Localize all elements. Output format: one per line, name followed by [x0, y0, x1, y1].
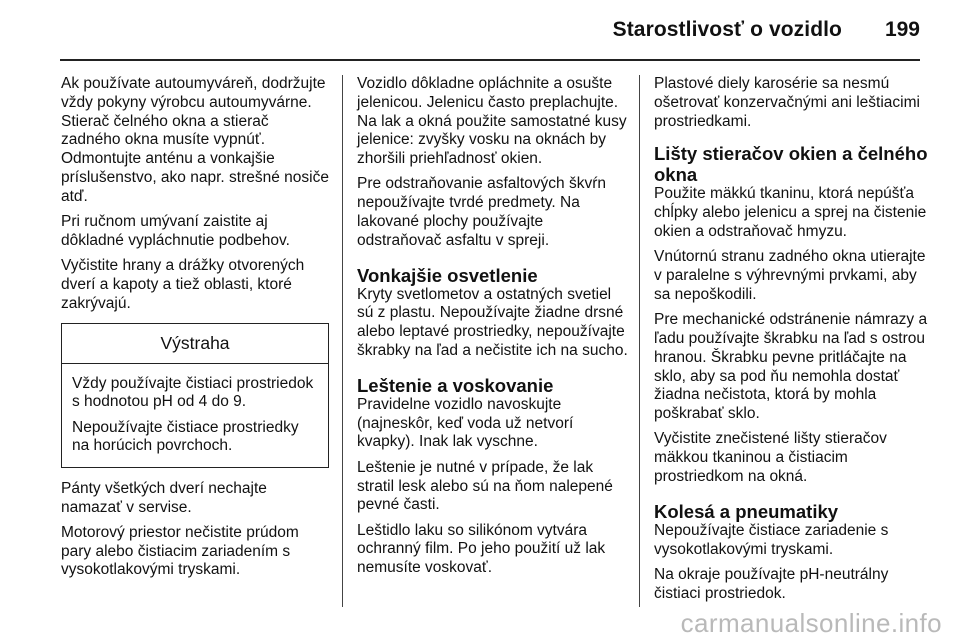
- column-2: [357, 75, 629, 585]
- paragraph: Leštenie je nutné v prípade, že lak stratil lesk alebo sú na ňom nalepené pevné časti.: [357, 458, 613, 514]
- section-title-exterior-lighting: Vonkajšie osvetlenie: [357, 264, 538, 286]
- warning-text: Vždy používajte čistiaci prostriedok s hodnotou pH od 4 do 9.: [72, 374, 314, 411]
- paragraph: Plastové diely karosérie sa nesmú ošetrovať konzervačnými ani leštiacimi prostriedkami.: [654, 75, 920, 130]
- paragraph: Leštidlo laku so silikónom vytvára ochranný film. Po jeho použití už lak nemusíte voskovať.: [357, 521, 606, 577]
- paragraph: Použite mäkkú tkaninu, ktorá nepúšťa chĺpky alebo jelenicu a sprej na čistenie okien a odstraňovač hmyzu.: [654, 185, 927, 240]
- warning-title: Výstraha: [62, 324, 328, 364]
- section-title-polishing-waxing: Leštenie a voskovanie: [357, 374, 554, 396]
- warning-text: Nepoužívajte čistiace prostriedky na horúcich povrchoch.: [72, 418, 299, 455]
- column-3: [654, 75, 930, 610]
- paragraph: Pre odstraňovanie asfaltových škvŕn nepoužívajte tvrdé predmety. Na lakované plochy používajte odstraňovač asfaltu v spreji.: [357, 175, 606, 249]
- paragraph: Pánty všetkých dverí nechajte namazať v servise.: [61, 479, 267, 516]
- paragraph: Pre mechanické odstránenie námrazy a ľadu používajte škrabku na ľad s ostrou hranou. Škrabku pevne pritláčajte na sklo, aby sa pod ňu nemohla dostať žiadna nečistota, ktorá by mohla poškrabať sklo.: [654, 311, 928, 423]
- header-divider: [60, 59, 920, 61]
- column-divider-1: [342, 75, 343, 607]
- paragraph: Kryty svetlometov a ostatných svetiel sú z plastu. Nepoužívajte žiadne drsné alebo leptavé prostriedky, nepoužívajte škrabky na ľad a nečistite ich na sucho.: [357, 285, 628, 360]
- paragraph: Ak používate autoumyváreň, dodržujte vždy pokyny výrobcu autoumyvárne. Stierač čelného okna a stierač zadného okna musíte vypnúť. Odmontujte anténu a vonkajšie príslušenstvo, ako napr. strešné nosiče atď.: [61, 75, 329, 205]
- section-title-wiper-blades: Lišty stieračov okien a čelného okna: [654, 143, 928, 186]
- paragraph: Motorový priestor nečistite prúdom pary alebo čistiacim zariadením s vysokotlakovými tryskami.: [61, 523, 299, 579]
- page-number: 199: [884, 18, 920, 41]
- warning-box: [61, 323, 329, 468]
- paragraph: Vyčistite znečistené lišty stieračov mäkkou tkaninou a čistiacim prostriedkom na okná.: [654, 430, 887, 486]
- page-header: [0, 0, 960, 62]
- paragraph: Vyčistite hrany a drážky otvorených dverí a kapoty a tiež oblasti, ktoré zakrývajú.: [61, 257, 305, 312]
- paragraph: Vozidlo dôkladne opláchnite a osušte jelenicou. Jelenicu často preplachujte. Na lak a okná použite samostatné kusy jelenice: zvyšky vosku na oknách by zhoršili priehľadnosť okien.: [357, 75, 627, 168]
- paragraph: Na okraje používajte pH-neutrálny čistiaci prostriedok.: [654, 565, 889, 602]
- column-1: [61, 75, 329, 587]
- paragraph: Vnútornú stranu zadného okna utierajte v paralelne s výhrevnými prvkami, aby sa nepoškodili.: [654, 248, 926, 303]
- paragraph: Nepoužívajte čistiace zariadenie s vysokotlakovými tryskami.: [654, 521, 889, 558]
- warning-body: [62, 364, 328, 467]
- column-divider-2: [639, 75, 640, 607]
- paragraph: Pri ručnom umývaní zaistite aj dôkladné vypláchnutie podbehov.: [61, 213, 290, 249]
- page-title: Starostlivosť o vozidlo: [612, 18, 842, 41]
- paragraph: Pravidelne vozidlo navoskujte (najneskôr, keď voda už netvorí kvapky). Inak lak vyschne.: [357, 395, 574, 451]
- watermark-text: carmanualsonline.info: [680, 608, 942, 638]
- section-title-wheels-tyres: Kolesá a pneumatiky: [654, 500, 839, 522]
